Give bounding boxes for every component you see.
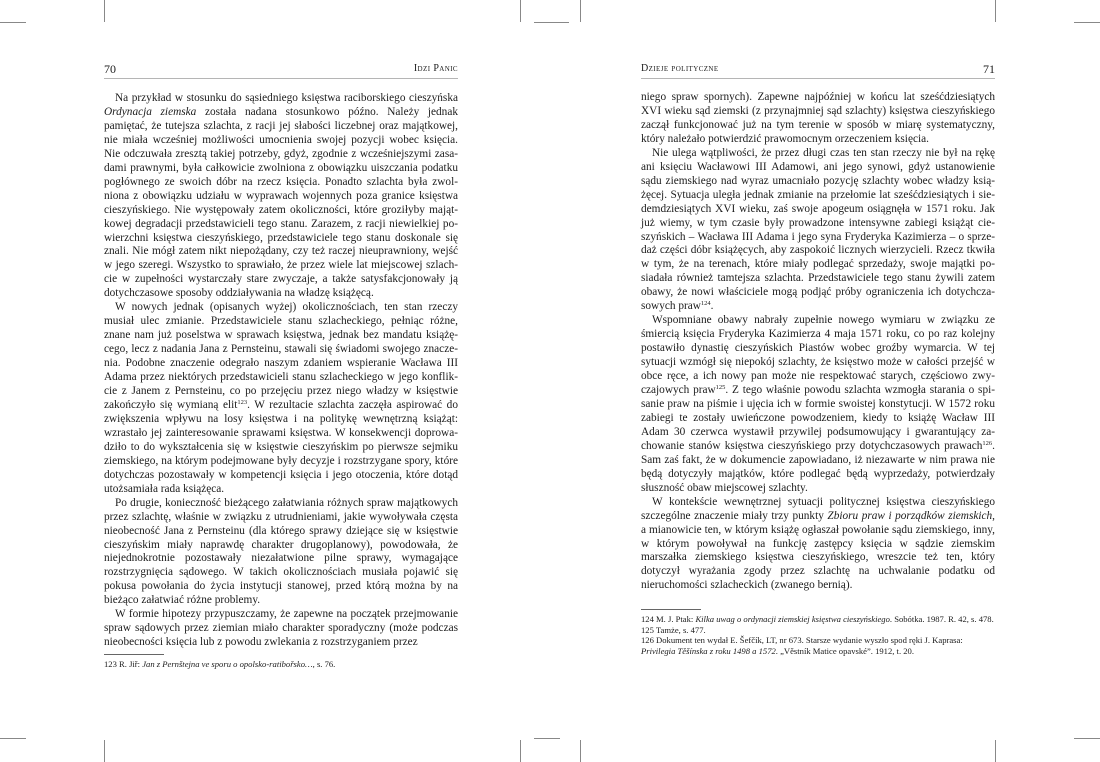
left-page [104, 62, 458, 669]
crop-mark [580, 0, 581, 22]
text-run: 125 Tamże, s. 477. [641, 624, 706, 635]
italic-text: Ordynacja ziemska [104, 105, 197, 118]
right-page [641, 62, 995, 656]
footnote-ref: 124 [700, 300, 711, 308]
text-run: , s. 76. [312, 659, 336, 669]
italic-text: Kilka uwag o ordynacji ziemskiej księstwa cieszyńskiego [695, 614, 890, 624]
text-run: została nadana stosunkowo późno. Należy jednak pamiętać, że tutejsza szlachta, z racji jej słabości liczebnej oraz majątkowej, nie miała wcześniej możliwości umocnienia swojej pozycji wobec księcia. Nie odczuwała zresztą takiej potrzeby, gdyż, zgodnie z wcześniejszymi zasadami prawnymi, była całkowicie zwolniona z obowiązku uiszczania podatku pogłównego ze swoich dóbr na rzecz księcia. Ponadto szlachta była zwolniona z obowiązku udziału w wyprawach wojennych poza granice księstwa cieszyńskiego. Nie występowały zatem okoliczności, które groziłyby majątkowej degradacji przedstawicieli tego stanu. Zarazem, z racji niewielkiej powierzchni księstwa cieszyńskiego, przedstawiciele tego stanu doskonale się znali. Nie mógł zatem nikt niepożądany, czy też raczej nieuprawniony, wejść w jego szeregi. Wszystko to sprawiało, że przez wiele lat miejscowej szlachcie w zupełności wystarczały stare zwyczaje, a także satysfakcjonowały ją dotychczasowe sposoby oddziaływania na władzę książęcą. [104, 105, 458, 300]
text-run: 124 M. J. Ptak: [641, 614, 696, 624]
footnotes [104, 654, 458, 670]
crop-mark [1074, 738, 1100, 739]
footnote-ref: 126 [982, 439, 993, 447]
italic-text: Privilegia Těšínska z roku 1498 a 1572 [641, 645, 776, 656]
text-run: , a mianowicie ten, w którym książę ogłaszał powołanie sądu ziemskiego, inny, w którym powoływał na funkcję zastępcy księcia w sądzie ziemskim marszałka ziemskiego księstwa cieszyńskiego, wreszcie też ten, który dotyczył wyrażania zgody przez szlachtę na uchwalanie podatku od nieruchomości szlacheckich (zwanego bernią). [641, 509, 995, 592]
crop-mark [104, 0, 105, 22]
running-title: Dzieje polityczne [641, 63, 719, 74]
italic-text: Zbioru praw i porządków ziemskich [827, 509, 993, 522]
paragraph [641, 91, 995, 147]
footnotes [641, 609, 995, 656]
body-text [641, 91, 995, 593]
paragraph [104, 92, 458, 301]
text-run: . W rezultacie szlachta zaczęła aspirować do zwiększenia wpływu na losy księstwa i na politykę wewnętrzną książąt: wzrastało jej zainteresowanie sprawami księstwa. W konsekwencji doprowadziło to do wykształcenia się w księstwie cieszyńskim po pierwsze sejmiku ziemskiego, na którym podejmowane były decyzje i rozstrzygane spory, które dotychczas pozostawały w kompetencji księcia i jego otoczenia, które dotąd utożsamiała rada książęca. [104, 398, 458, 495]
paragraph [104, 301, 458, 496]
text-run: . Sam zaś fakt, że w dokumencie zapowiadano, iż niezawarte w nim prawa nie będą dotyczyły majątków, które podlegać będą wyprzedaży, potwierdzały słuszność obaw miejscowej szlachty. [641, 439, 995, 494]
crop-mark [520, 740, 521, 762]
text-run: Po drugie, konieczność bieżącego załatwiania różnych spraw majątkowych przez szlachtę, właśnie w związku z utrudnieniami, jakie wywoływała częsta nieobecność Jana z Pernsteinu (dla którego sprawy dziejące się w księstwie cieszyńskim miały naprawdę charakter drugoplanowy), powodowała, że niejednokrotnie pozostawały niezałatwione pilne sprawy, wymagające rozstrzygnięcia sądowego. W takich okolicznościach musiała pojawić się pokusa powołania do życia instytucji stanowej, przed którą można by na bieżąco załatwiać różne problemy. [104, 496, 458, 607]
body-text [104, 92, 458, 650]
page-number: 71 [983, 62, 995, 76]
crop-mark [520, 0, 521, 22]
footnote-rule [641, 609, 701, 610]
text-run: W nowych jednak (opisanych wyżej) okolicznościach, ten stan rzeczy musiał ulec zmianie. Przedstawiciele stanu szlacheckiego, pełniąc różne, znane nam już poselstwa w sprawach księstwa, jednak bez mandatu książęcego, lecz z nadania Jana z Pernsteinu, stawali się świadomi swojego znaczenia. Podobne znaczenie odegrało naszym zdaniem wspieranie Wacława III Adama przez niektórych przedstawicieli stanu szlacheckiego w jego konflikcie z Janem z Pernsteinu, co po przejęciu przez niego władzy w księstwie zakończyło się wymianą elit [104, 301, 458, 411]
crop-mark [580, 740, 581, 762]
text-run: W kontekście wewnętrznej sytuacji politycznej księstwa cieszyńskiego szczególne znaczenie miały trzy punkty [641, 495, 995, 522]
page-number: 70 [104, 62, 116, 76]
crop-mark [995, 0, 996, 22]
text-run: . „Věstník Matice opavské”. 1912, t. 20. [775, 645, 914, 656]
text-run: . [710, 300, 714, 313]
running-head [641, 62, 995, 79]
paragraph [641, 496, 995, 594]
footnote [641, 614, 995, 625]
italic-text: Jan z Pernštejna ve sporu o opolsko-ratibořsko… [142, 659, 313, 669]
text-run: . Z tego właśnie powodu szlachta wzmogła starania o spisanie praw na piśmie i ujęcia ich w formie swoistej konstytucji. W 1572 roku zabiegi te zostały uwieńczone powodzeniem, kiedy to książę Wacław III Adam 30 czerwca wystawił przywilej podsumowujący i gwarantujący zachowanie stanów księstwa cieszyńskiego przy dotychczasowych prawach [641, 384, 995, 452]
crop-mark [104, 740, 105, 762]
crop-mark [0, 22, 26, 23]
footnote-ref: 123 [237, 398, 248, 406]
crop-mark [541, 22, 569, 23]
crop-mark [1074, 22, 1100, 23]
text-run: 126 Dokument ten wydał E. Šefčík, LT, nr 673. Starsze wydanie wyszło spod ręki J. Kaprasa: [641, 635, 963, 646]
footnote [641, 625, 995, 636]
footnote [641, 635, 995, 656]
footnote [104, 659, 458, 670]
text-run: Nie ulega wątpliwości, że przez długi czas ten stan rzeczy nie był na rękę ani księciu Wacławowi III Adamowi, ani jego synowi, gdyż ustanowienie sądu ziemskiego nad wyraz umacniało pozycję szlachty wobec władzy książęcej. Sytuacja uległa jednak zmianie na przełomie lat sześćdziesiątych i siedemdziesiątych XVI wieku, zaś swoje apogeum osiągnęła w 1571 roku. Jak już wiemy, w tym czasie były prowadzone intensywne zabiegi książąt cieszyńskich – Wacława III Adama i jego syna Fryderyka Kazimierza – o sprzedaż części dóbr książęcych, aby zaspokoić licznych wierzycieli. Rzecz tkwiła w tym, że na terenach, które miały podlegać sprzedaży, swoje majątki posiadała również tamtejsza szlachta. Przedstawiciele tego stanu żywili zatem obawy, że nowi właściciele mogą podjąć próby ograniczenia ich dotychczasowych praw [641, 146, 995, 313]
running-head [104, 62, 458, 79]
text-run: niego spraw spornych). Zapewne najpóźniej w końcu lat sześćdziesiątych XVI wieku sąd ziemski (z przynajmniej sąd szlachty) księstwa cieszyńskiego zaczął funkcjonować już na tym terenie w sposób w miarę systematyczny, który należało potwierdzić prawomocnym orzeczeniem księcia. [641, 91, 995, 145]
crop-mark [0, 738, 26, 739]
paragraph [641, 147, 995, 314]
text-run: W formie hipotezy przypuszczamy, że zapewne na początek przejmowanie spraw sądowych przez ziemian miało charakter sporadyczny (może podczas nieobecności księcia lub z powodu zwlekania z rozstrzyganiem przez [104, 608, 458, 649]
text-run: Wspomniane obawy nabrały zupełnie nowego wymiaru w związku ze śmiercią księcia Fryderyka Kazimierza 4 maja 1571 roku, co po raz kolejny postawiło dynastię cieszyńskich Piastów wobec groźby wymarcia. W tej sytuacji wzmógł się niepokój szlachty, że księstwo może w całości przejść w obce ręce, a ich nowy pan może nie respektować starych, częściowo zwyczajowych praw [641, 314, 995, 397]
crop-mark [995, 740, 996, 762]
paragraph [641, 314, 995, 495]
footnote-ref: 125 [715, 384, 726, 392]
running-title: Idzi Panic [413, 63, 458, 74]
text-run: 123 R. Jiř: [104, 659, 143, 669]
crop-mark [534, 738, 560, 739]
text-run: . Sobótka. 1987. R. 42, s. 478. [889, 614, 994, 624]
paragraph [104, 497, 458, 609]
text-run: Na przykład w stosunku do sąsiedniego księstwa raciborskiego cieszyńska [115, 92, 458, 104]
paragraph [104, 608, 458, 650]
footnote-rule [104, 654, 164, 655]
